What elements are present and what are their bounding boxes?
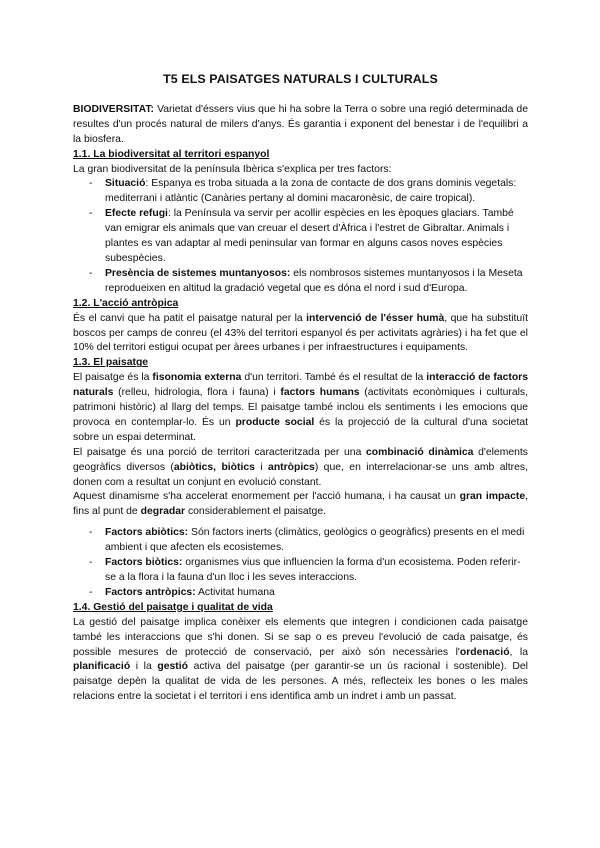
text: , que ha substituït boscos per camps de conreu (el 43% del territori espanyol és per activitats agràries) i ha fet que el 10% del territori estigui ocupat per àrees urbanes i per infraestructures i equipaments. <box>73 312 528 354</box>
section-1-1-list <box>73 177 528 296</box>
bold-text: factors humans <box>280 387 360 399</box>
text: , la <box>509 646 528 658</box>
text: La gestió del paisatge implica conèixer els elements que integren i condicionen cada paisatge també les interaccions que s'hi donen. Si se sap o es preveu l'evolució de cada paisatge, és possible mesures de protecció de conservació, per això són necessàries l' <box>73 616 528 658</box>
text: i la <box>130 661 158 673</box>
text: activa del paisatge (per garantir-se un ús racional i sostenible). Del paisatge depèn la qualitat de vida de les persones. A més, reflecteix les bones o les males relacions entre la societat i el territori i ens identifica amb un indret i amb un passat. <box>73 661 528 703</box>
list-item <box>89 526 528 556</box>
text: És el canvi que ha patit el paisatge natural per la <box>73 312 307 324</box>
bold-text: producte social <box>235 416 315 428</box>
list-item-term: Factors antròpics: <box>105 586 196 598</box>
biodiversitat-term: BIODIVERSITAT: <box>73 103 155 115</box>
section-1-4-heading: 1.4. Gestió del paisatge i qualitat de vida <box>73 601 273 613</box>
list-item-term: Efecte refugi <box>105 208 168 220</box>
list-item-term: Situació <box>105 178 146 190</box>
text: és la projecció de la cultural d'una societat sobre un espai determinat. <box>73 416 528 443</box>
list-item-term: Factors biòtics: <box>105 557 183 569</box>
section-1-3-paragraph-2 <box>73 446 528 491</box>
text: d'elements geogràfics diversos ( <box>73 446 528 473</box>
bold-text: degradar <box>140 506 186 518</box>
list-item <box>89 207 528 267</box>
text: (relleu, hidrologia, flora i fauna) i <box>113 387 281 399</box>
list-item-text: organismes vius que influencien la forma d'un ecosistema. Poden referir-se a la flora i la fauna d'un lloc i les seves interaccions. <box>105 557 521 583</box>
text: i <box>254 461 269 473</box>
list-item <box>89 177 528 207</box>
list-item-text: Són factors inerts (climàtics, geològics o geogràfics) presents en el medi ambient i que afecten els ecosistemes. <box>105 527 525 554</box>
bold-text: combinació dinàmica <box>366 446 474 458</box>
list-item-text: els nombrosos sistemes muntanyosos i la Meseta reprodueixen en altitud la gradació vegetal que es dóna el nord i sud d'Europa. <box>105 267 523 294</box>
text: ) que, en interrelacionar-se uns amb altres, donen com a resultat un conjunt en evolució constant. <box>73 461 528 488</box>
text: d'un territori. També és el resultat de la <box>241 372 427 384</box>
section-1-1-heading: 1.1. La biodiversitat al territori espanyol <box>73 148 270 160</box>
list-item <box>89 556 528 586</box>
section-1-2-paragraph <box>73 312 528 357</box>
text: considerablement el paisatge. <box>185 506 327 518</box>
list-item-text: Activitat humana <box>195 586 275 598</box>
bold-text: intervenció de l'ésser humà <box>306 312 445 324</box>
text: Aquest dinamisme s'ha accelerat enormement per l'acció humana, i ha causat un <box>73 491 460 503</box>
section-1-3-heading: 1.3. El paisatge <box>73 357 149 369</box>
list-item-text: : la Península va servir per acollir espècies en les èpoques glaciars. També van emigrar els animals que van creuar el desert d'Àfrica i l'estret de Gibraltar. Animals i plantes es van adaptar al medi peninsular van formar en alguns casos noves espècies subespècies. <box>105 208 514 264</box>
bold-text: interacció de factors naturals <box>73 372 529 399</box>
bold-text: planificació <box>73 661 131 673</box>
list-item <box>89 586 528 601</box>
text: El paisatge és la <box>73 372 153 384</box>
document-page <box>73 72 528 705</box>
bold-text: ordenació <box>459 646 510 658</box>
bold-text: antròpics <box>268 461 315 473</box>
bold-text: gestió <box>157 661 188 673</box>
text: (activitats econòmiques i culturals, patrimoni històric) al llarg del temps. El paisatge també inclou els sentiments i les emocions que provoca en contemplar-lo. És un <box>73 387 529 428</box>
section-1-3-list <box>73 526 528 601</box>
section-1-3-paragraph-3 <box>73 490 528 520</box>
page-title: T5 ELS PAISATGES NATURALS I CULTURALS <box>163 72 438 86</box>
bold-text: abiòtics, biòtics <box>173 461 255 473</box>
section-1-2-heading: 1.2. L'acció antròpica <box>73 297 179 309</box>
bold-text: gran impacte <box>459 491 526 503</box>
text: , fins al punt de <box>73 491 528 518</box>
biodiversitat-definition <box>73 103 528 148</box>
bold-text: fisonomia externa <box>152 372 242 384</box>
list-item-text: : Espanya es troba situada a la zona de contacte de dos grans dominis vegetals: mediterrani i atlàntic (Canàries pertany al domini macaronèsic, de caire tropical). <box>105 178 517 205</box>
list-item-term: Presència de sistemes muntanyosos: <box>105 267 291 279</box>
list-item <box>89 267 528 297</box>
text: El paisatge és una porció de territori caracteritzada per una <box>73 446 367 458</box>
section-1-3-paragraph-1 <box>73 371 528 446</box>
list-item-term: Factors abiòtics: <box>105 527 189 539</box>
biodiversitat-text: Varietat d'éssers vius que hi ha sobre la Terra o sobre una regió determinada de resultes d'un procés natural de milers d'anys. És garantia i exponent del benestar i de l'equilibri a la biosfera. <box>73 103 528 145</box>
section-1-4-paragraph <box>73 616 528 705</box>
section-1-1-intro: La gran biodiversitat de la península Ibèrica s'explica per tres factors: <box>73 163 392 175</box>
